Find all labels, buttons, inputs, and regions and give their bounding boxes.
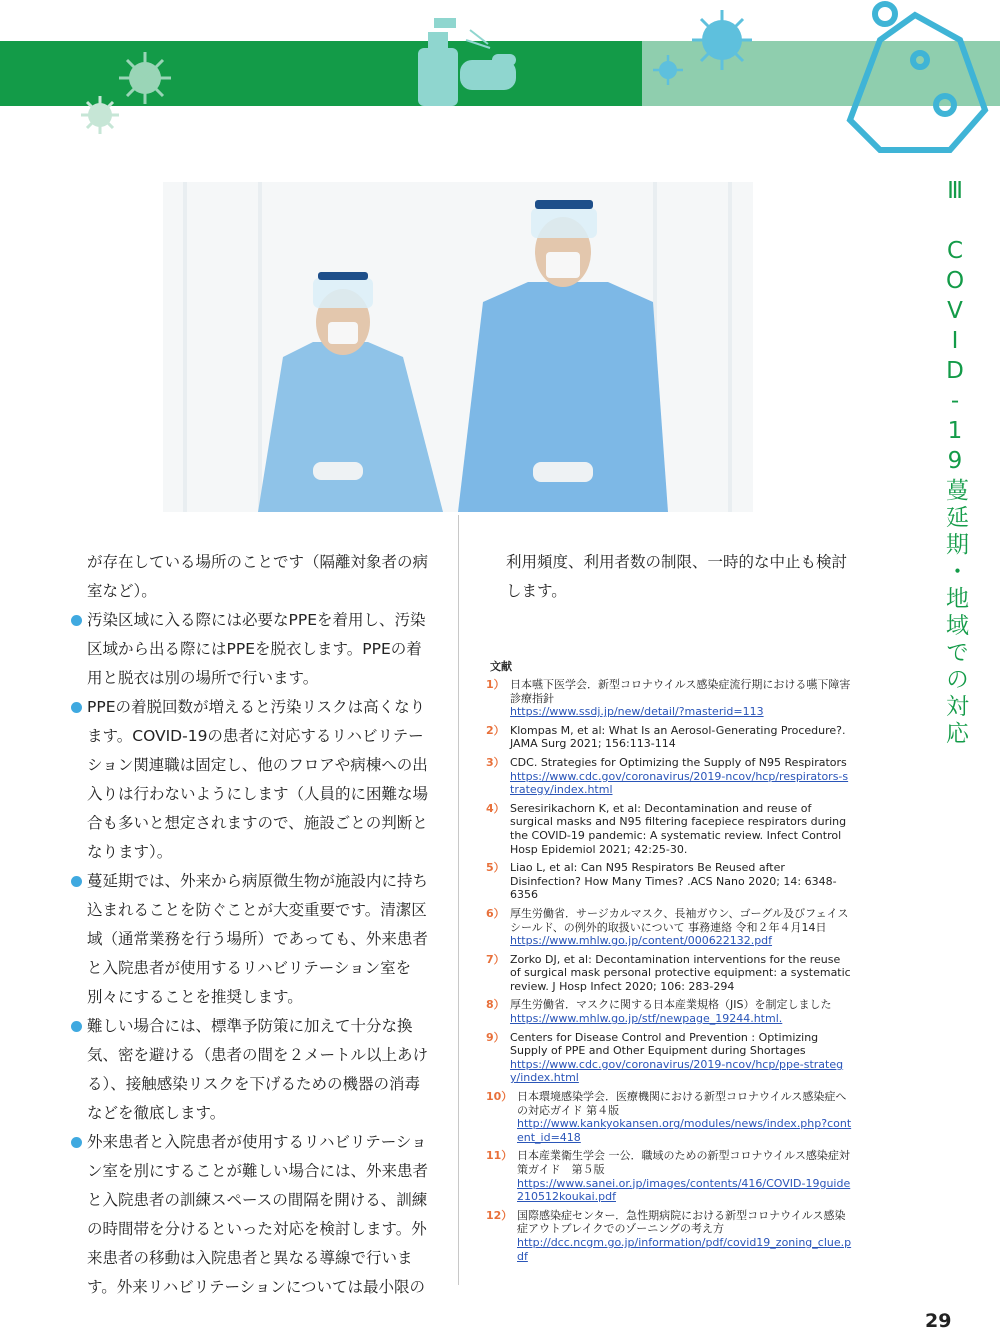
- reference-number: 12）: [486, 1208, 513, 1222]
- reference-number: 7）: [486, 952, 505, 966]
- continued-paragraph: 利用頻度、利用者数の制限、一時的な中止も検討します。: [506, 553, 848, 600]
- bullet-item: 蔓延期では、外来から病原微生物が施設内に持ち込まれることを防ぐことが大変重要です。清潔区域（通常業務を行う場所）であっても、外来患者と入院患者が使用するリハビリテーション室を別々にすることを推奨します。: [70, 867, 435, 1012]
- reference-text: Klompas M, et al: What Is an Aerosol-Generating Procedure?. JAMA Surg 2021; 156:113-114: [510, 723, 846, 751]
- reference-item: [486, 678, 852, 719]
- left-column: [70, 548, 435, 1302]
- reference-item: [486, 953, 852, 994]
- chapter-title: Ⅲ COVID-19蔓延期・地域での対応: [942, 178, 968, 748]
- reference-item: [486, 756, 852, 797]
- reference-number: 3）: [486, 755, 505, 769]
- reference-item: [486, 802, 852, 856]
- hand-icon: [460, 54, 516, 90]
- references-list: [486, 678, 852, 1268]
- reference-number: 5）: [486, 861, 505, 875]
- reference-text: 日本環境感染学会．医療機関における新型コロナウイルス感染症への対応ガイド 第４版: [517, 1090, 847, 1117]
- reference-text: Zorko DJ, et al: Decontamination interventions for the reuse of surgical mask personal protective equipment: a systematic review. J Hosp Infect 2020; 106: 283-294: [510, 952, 851, 993]
- reference-number: 9）: [486, 1030, 505, 1044]
- bullet-dot-icon: [71, 876, 82, 887]
- reference-number: 1）: [486, 678, 505, 691]
- header-illustration: [0, 0, 1000, 165]
- bullet-item: 難しい場合には、標準予防策に加えて十分な換気、密を避ける（患者の間を２メートル以上あける）、接触感染リスクを下げるための機器の消毒などを徹底します。: [70, 1012, 435, 1128]
- reference-text: Seresirikachorn K, et al: Decontamination and reuse of surgical masks and N95 filtering facepiece respirators during the COVID-19 pandemic: A systematic review. Infect Control Hosp Epidemiol 2021; 42:25-30.: [510, 801, 847, 856]
- reference-link[interactable]: https://www.cdc.gov/coronavirus/2019-ncov/hcp/respirators-strategy/index.html: [510, 769, 849, 797]
- reference-link[interactable]: https://www.sanei.or.jp/images/contents/416/COVID-19guide210512koukai.pdf: [517, 1176, 851, 1204]
- reference-text: Liao L, et al: Can N95 Respirators Be Reused after Disinfection? How Many Times? .ACS Nano 2020; 14: 6348-6356: [510, 861, 837, 902]
- references-title: 文献: [490, 660, 512, 673]
- page-number: 29: [925, 1310, 952, 1332]
- bullet-dot-icon: [71, 1021, 82, 1032]
- reference-text: 日本産業衛生学会 一公．職域のための新型コロナウイルス感染症対策ガイド 第５版: [517, 1149, 850, 1176]
- reference-number: 6）: [486, 906, 505, 920]
- reference-link[interactable]: https://www.cdc.gov/coronavirus/2019-ncov/hcp/ppe-strategy/index.html: [510, 1057, 844, 1085]
- reference-item: [486, 861, 852, 902]
- reference-number: 11）: [486, 1149, 513, 1163]
- reference-text: 厚生労働省．サージカルマスク、長袖ガウン、ゴーグル及びフェイスシールド、の例外的取扱いについて 事務連絡 令和２年４月14日: [510, 906, 849, 934]
- reference-number: 2）: [486, 723, 505, 737]
- reference-number: 8）: [486, 998, 505, 1012]
- continued-paragraph: が存在している場所のことです（隔離対象者の病室など）。: [87, 553, 429, 600]
- reference-item: [486, 724, 852, 751]
- reference-text: 国際感染症センター．急性期病院における新型コロナウイルス感染症アウトブレイクでのゾーニングの考え方: [517, 1208, 846, 1236]
- reference-link[interactable]: http://www.kankyokansen.org/modules/news/index.php?content_id=418: [517, 1117, 852, 1144]
- bullet-dot-icon: [71, 1137, 82, 1148]
- virus-icon: [119, 52, 171, 104]
- reference-item: [486, 907, 852, 948]
- reference-link[interactable]: https://www.ssdj.jp/new/detail/?masterid=113: [510, 705, 764, 719]
- reference-item: [486, 1209, 852, 1263]
- right-column-text: [506, 548, 856, 606]
- washing-hands-icon: [850, 4, 985, 150]
- virus-icon: [692, 10, 752, 70]
- reference-link[interactable]: https://www.mhlw.go.jp/content/000622132.pdf: [510, 934, 773, 948]
- reference-item: [486, 1031, 852, 1085]
- reference-item: [486, 998, 852, 1025]
- reference-text: CDC. Strategies for Optimizing the Supply of N95 Respirators: [510, 755, 847, 769]
- column-divider: [458, 515, 459, 1285]
- bullet-item: 外来患者と入院患者が使用するリハビリテーション室を別にすることが難しい場合には、外来患者と入院患者の訓練スペースの間隔を開ける、訓練の時間帯を分けるといった対応を検討します。外来患者の移動は入院患者と異なる導線で行います。外来リハビリテーションについては最小限の: [70, 1128, 435, 1302]
- reference-item: [486, 1149, 852, 1203]
- reference-text: 厚生労働省．マスクに関する日本産業規格（JIS）を制定しました: [510, 998, 832, 1012]
- bullet-dot-icon: [71, 702, 82, 713]
- reference-number: 10）: [486, 1090, 513, 1104]
- virus-icon: [653, 55, 683, 85]
- reference-link[interactable]: https://www.mhlw.go.jp/stf/newpage_19244.html.: [510, 1012, 783, 1026]
- reference-text: Centers for Disease Control and Prevention : Optimizing Supply of PPE and Other Equipment during Shortages: [510, 1030, 819, 1058]
- reference-item: [486, 1090, 852, 1144]
- reference-link[interactable]: http://dcc.ncgm.go.jp/information/pdf/covid19_zoning_clue.pdf: [517, 1235, 852, 1263]
- virus-icon: [81, 96, 119, 134]
- reference-number: 4）: [486, 801, 505, 815]
- staff-in-ppe-photo: [163, 182, 753, 512]
- bullet-item: PPEの着脱回数が増えると汚染リスクは高くなります。COVID-19の患者に対応するリハビリテーション関連職は固定し、他のフロアや病棟への出入りは行わないようにします（人員的に困難な場合も多いと想定されますので、施設ごとの判断となります）。: [70, 693, 435, 867]
- bullet-item: 汚染区域に入る際には必要なPPEを着用し、汚染区域から出る際にはPPEを脱衣します。PPEの着用と脱衣は別の場所で行います。: [70, 606, 435, 693]
- reference-text: 日本嚥下医学会．新型コロナウイルス感染症流行期における嚥下障害診療指針: [510, 678, 851, 705]
- bullet-dot-icon: [71, 615, 82, 626]
